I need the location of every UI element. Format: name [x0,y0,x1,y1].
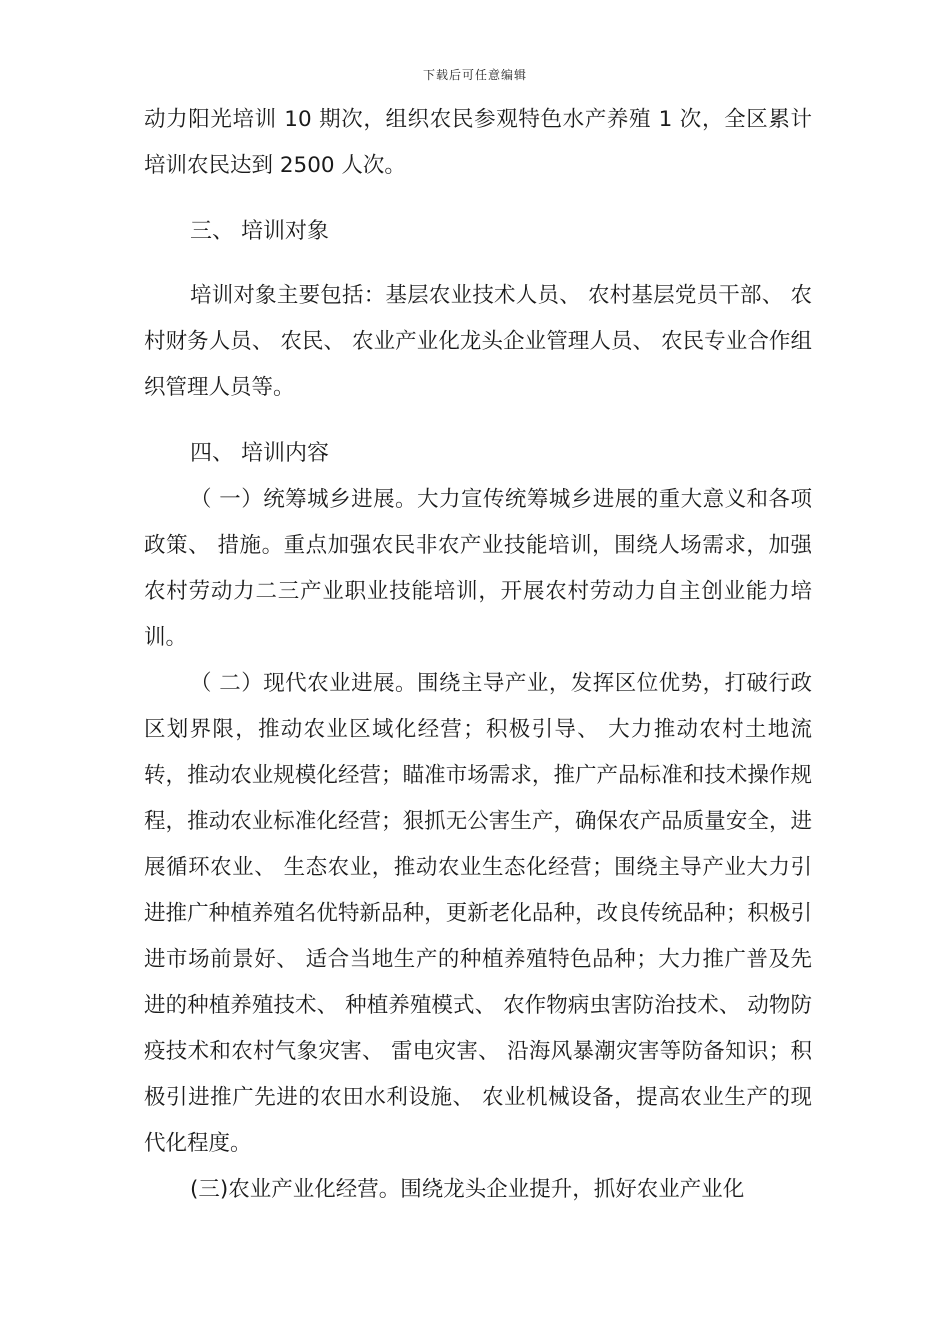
document-body [144,97,812,1213]
page-header: 下载后可任意编辑 [422,68,527,82]
paragraph-training-targets: 培训对象主要包括：基层农业技术人员、 农村基层党员干部、 农村财务人员、 农民、 农业产业化龙头企业管理人员、 农民专业合作组织管理人员等。 [144,283,812,400]
paragraph-modern-agriculture: （ 二）现代农业进展。围绕主导产业，发挥区位优势，打破行政区划界限，推动农业区域化经营；积极引导、 大力推动农村土地流转，推动农业规模化经营；瞄准市场需求，推广产品标准和技术操作规程，推动农业标准化经营；狠抓无公害生产，确保农产品质量安全，进展循环农业、 生态农业，推动农业生态化经营；围绕主导产业大力引进推广种植养殖名优特新品种，更新老化品种，改良传统品种；积极引进市场前景好、 适合当地生产的种植养殖特色品种；大力推广普及先进的种植养殖技术、 种植养殖模式、 农作物病虫害防治技术、 动物防疫技术和农村气象灾害、 雷电灾害、 沿海风暴潮灾害等防备知识；积极引进推广先进的农田水利设施、 农业机械设备，提高农业生产的现代化程度。 [144,671,812,1156]
section-heading-training-targets: 三、 培训对象 [190,219,329,244]
paragraph-industrialization: (三)农业产业化经营。围绕龙头企业提升，抓好农业产业化 [190,1177,745,1202]
paragraph-intro: 动力阳光培训 10 期次，组织农民参观特色水产养殖 1 次，全区累计培训农民达到 2500 人次。 [144,107,812,178]
paragraph-urban-rural: （ 一）统筹城乡进展。大力宣传统筹城乡进展的重大意义和各项政策、 措施。重点加强农民非农产业技能培训，围绕人场需求，加强农村劳动力二三产业职业技能培训，开展农村劳动力自主创业能力培训。 [144,487,812,650]
section-heading-training-content: 四、 培训内容 [190,441,329,466]
